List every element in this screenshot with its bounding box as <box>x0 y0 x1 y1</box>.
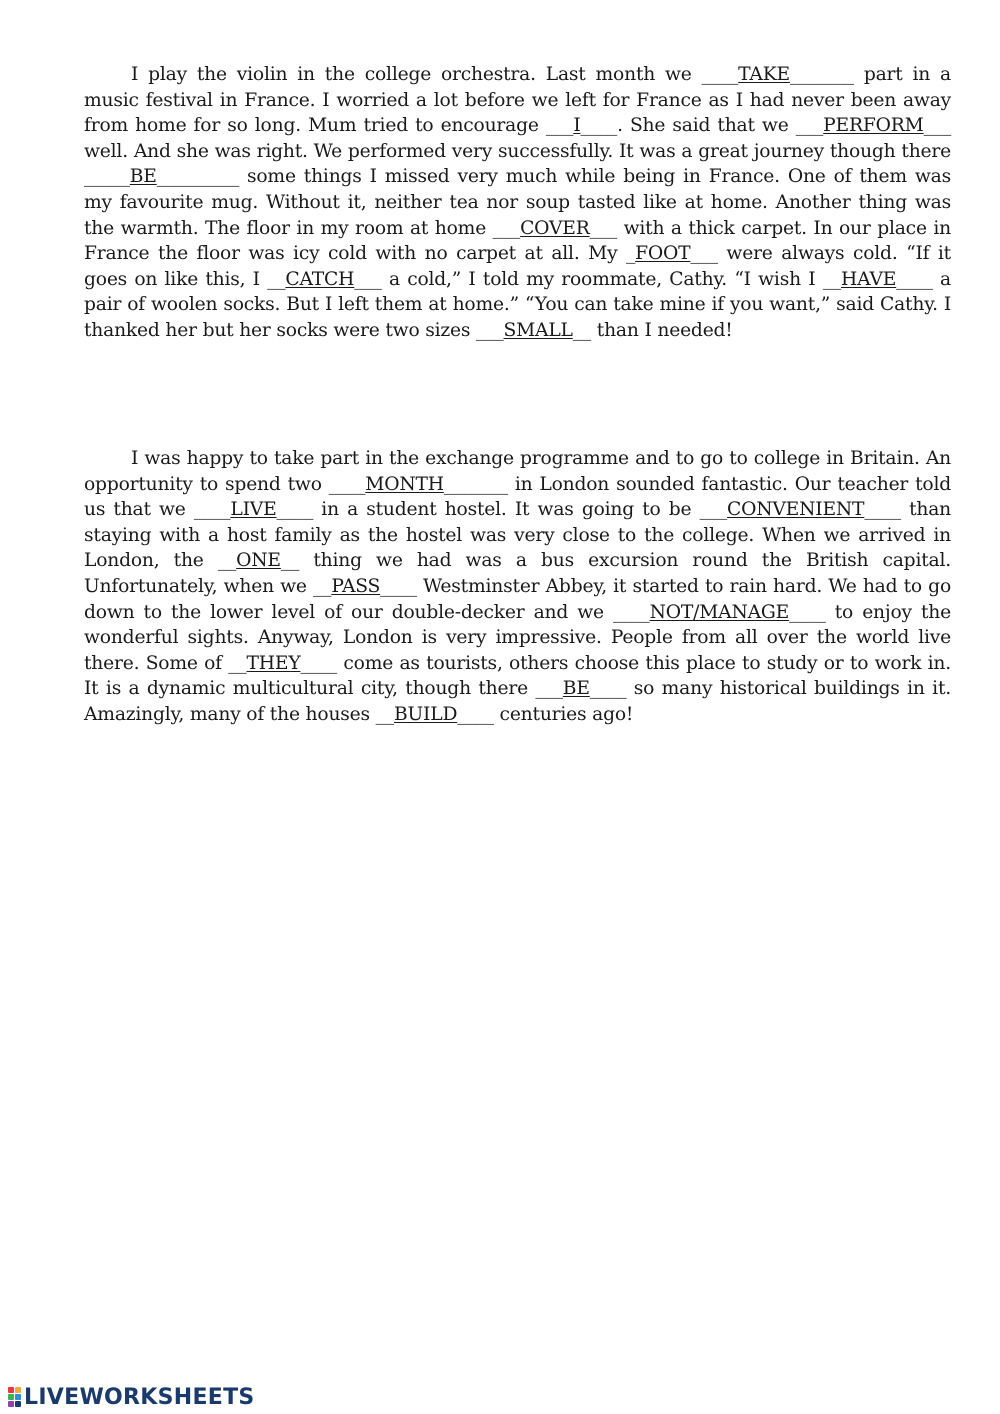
logo-text: LIVEWORKSHEETS <box>24 1384 255 1410</box>
answer-blank[interactable]: COVER <box>520 217 590 239</box>
blank-line: __ <box>313 575 332 597</box>
blank-line: ___ <box>354 268 382 290</box>
logo-square <box>15 1387 21 1393</box>
blank-line: ____ <box>193 499 231 521</box>
liveworksheets-logo <box>8 1380 255 1414</box>
blank-line: ____ <box>613 601 650 623</box>
answer-blank[interactable]: BUILD <box>393 703 458 725</box>
blank-line: ____ <box>864 499 901 521</box>
blank-line: ____ <box>328 473 366 495</box>
passage-text: well. And she was right. We performed very successfully. It was a great journey though there <box>84 140 951 162</box>
blank-line: __ <box>217 550 237 572</box>
blank-line: __ <box>228 652 247 674</box>
blank-line: ____ <box>380 575 417 597</box>
passage-text: some things I missed very much while being in France. One of them was my favourite mug. Without it, neither tea nor soup tasted like at home. Another thing was the warmth. The floor in my room at home <box>84 166 951 239</box>
passage-text: come as tourists, others choose this place to study or to work in. It is a dynamic multicultural city, though there <box>84 652 952 700</box>
blank-line: ___ <box>699 499 727 521</box>
blank-line: ____ <box>701 64 739 85</box>
logo-icon <box>8 1387 21 1407</box>
blank-line: ____ <box>589 678 627 700</box>
answer-blank[interactable]: CATCH <box>285 268 355 290</box>
blank-line: ____ <box>276 499 314 521</box>
blank-line: _ <box>625 243 636 265</box>
passage-text: centuries ago! <box>493 703 634 725</box>
passage-text: I play the violin in the college orchestra. Last month we <box>131 64 702 85</box>
passage-text: than staying with a host family as the hostel was very close to the college. When we arrived in London, the <box>84 499 951 572</box>
passage-orchestra <box>84 62 951 344</box>
blank-line: ___ <box>492 217 521 239</box>
blank-line: ____ <box>896 268 933 290</box>
passage-text: Westminster Abbey, it started to rain hard. We had to go down to the lower level of our double-decker and we <box>84 575 951 623</box>
answer-blank[interactable]: CONVENIENT <box>727 499 865 521</box>
passage-text: a pair of woolen socks. But I left them at home.” “You can take mine if you want,” said Cathy. I thanked her but her socks were two sizes <box>84 268 951 341</box>
answer-blank[interactable]: HAVE <box>840 268 897 290</box>
logo-square <box>8 1401 14 1407</box>
passage-text: a cold,” I told my roommate, Cathy. “I wish I <box>381 268 823 290</box>
answer-blank[interactable]: THEY <box>246 652 301 674</box>
answer-blank[interactable]: MONTH <box>365 473 444 495</box>
passage-text: so many historical buildings in it. Amazingly, many of the houses <box>84 678 951 725</box>
answer-blank[interactable]: FOOT <box>635 243 691 265</box>
answer-blank[interactable]: BE <box>129 166 157 188</box>
blank-line: _______ <box>443 473 508 495</box>
logo-square <box>15 1401 21 1407</box>
blank-line: ____ <box>300 652 338 674</box>
passage-london <box>84 446 951 728</box>
blank-line: __ <box>572 319 592 341</box>
blank-line: __ <box>822 268 841 290</box>
blank-line: ___ <box>476 319 504 341</box>
blank-line: __ <box>267 268 286 290</box>
answer-blank[interactable]: SMALL <box>503 319 573 341</box>
blank-line: ____ <box>789 601 826 623</box>
passage-text: part in a music festival in France. I worried a lot before we left for France as I had never been away from home for so long. Mum tried to encourage <box>84 64 951 137</box>
blank-line: ___ <box>545 115 574 137</box>
passage-text: to enjoy the wonderful sights. Anyway, London is very impressive. People from all over the world live there. Some of <box>84 601 951 674</box>
blank-line: __ <box>375 703 394 725</box>
answer-blank[interactable]: NOT/MANAGE <box>649 601 790 623</box>
blank-line: ___ <box>589 217 618 239</box>
answer-blank[interactable]: I <box>573 115 581 137</box>
answer-blank[interactable]: PASS <box>331 575 381 597</box>
passage-text: than I needed! <box>591 319 733 341</box>
passage-text: in London sounded fantastic. Our teacher told us that we <box>84 473 952 521</box>
passage-text: were always cold. “If it goes on like this, I <box>84 243 951 290</box>
answer-blank[interactable]: LIVE <box>230 499 277 521</box>
passage-text: I was happy to take part in the exchange programme and to go to college in Britain. An opportunity to spend two <box>84 448 951 495</box>
blank-line: __ <box>280 550 300 572</box>
passage-text: with a thick carpet. In our place in France the floor was icy cold with no carpet at all. My <box>84 217 951 265</box>
answer-blank[interactable]: BE <box>562 678 590 700</box>
answer-blank[interactable]: TAKE <box>738 64 790 85</box>
blank-line: ____ <box>457 703 494 725</box>
blank-line: ___ <box>535 678 563 700</box>
answer-blank[interactable]: PERFORM <box>823 115 924 137</box>
blank-line: _________ <box>156 166 240 188</box>
answer-blank[interactable]: ONE <box>236 550 281 572</box>
passage-text: thing we had was a bus excursion round the British capital. Unfortunately, when we <box>84 550 951 597</box>
blank-line: ___ <box>923 115 951 137</box>
blank-line: ___ <box>690 243 718 265</box>
logo-square <box>8 1394 14 1400</box>
logo-square <box>8 1387 14 1393</box>
blank-line: _______ <box>789 64 854 85</box>
blank-line: ____ <box>580 115 618 137</box>
logo-square <box>15 1394 21 1400</box>
blank-line: _____ <box>84 166 130 188</box>
passage-text: . She said that we <box>617 115 796 137</box>
blank-line: ___ <box>795 115 824 137</box>
passage-text: in a student hostel. It was going to be <box>313 499 700 521</box>
